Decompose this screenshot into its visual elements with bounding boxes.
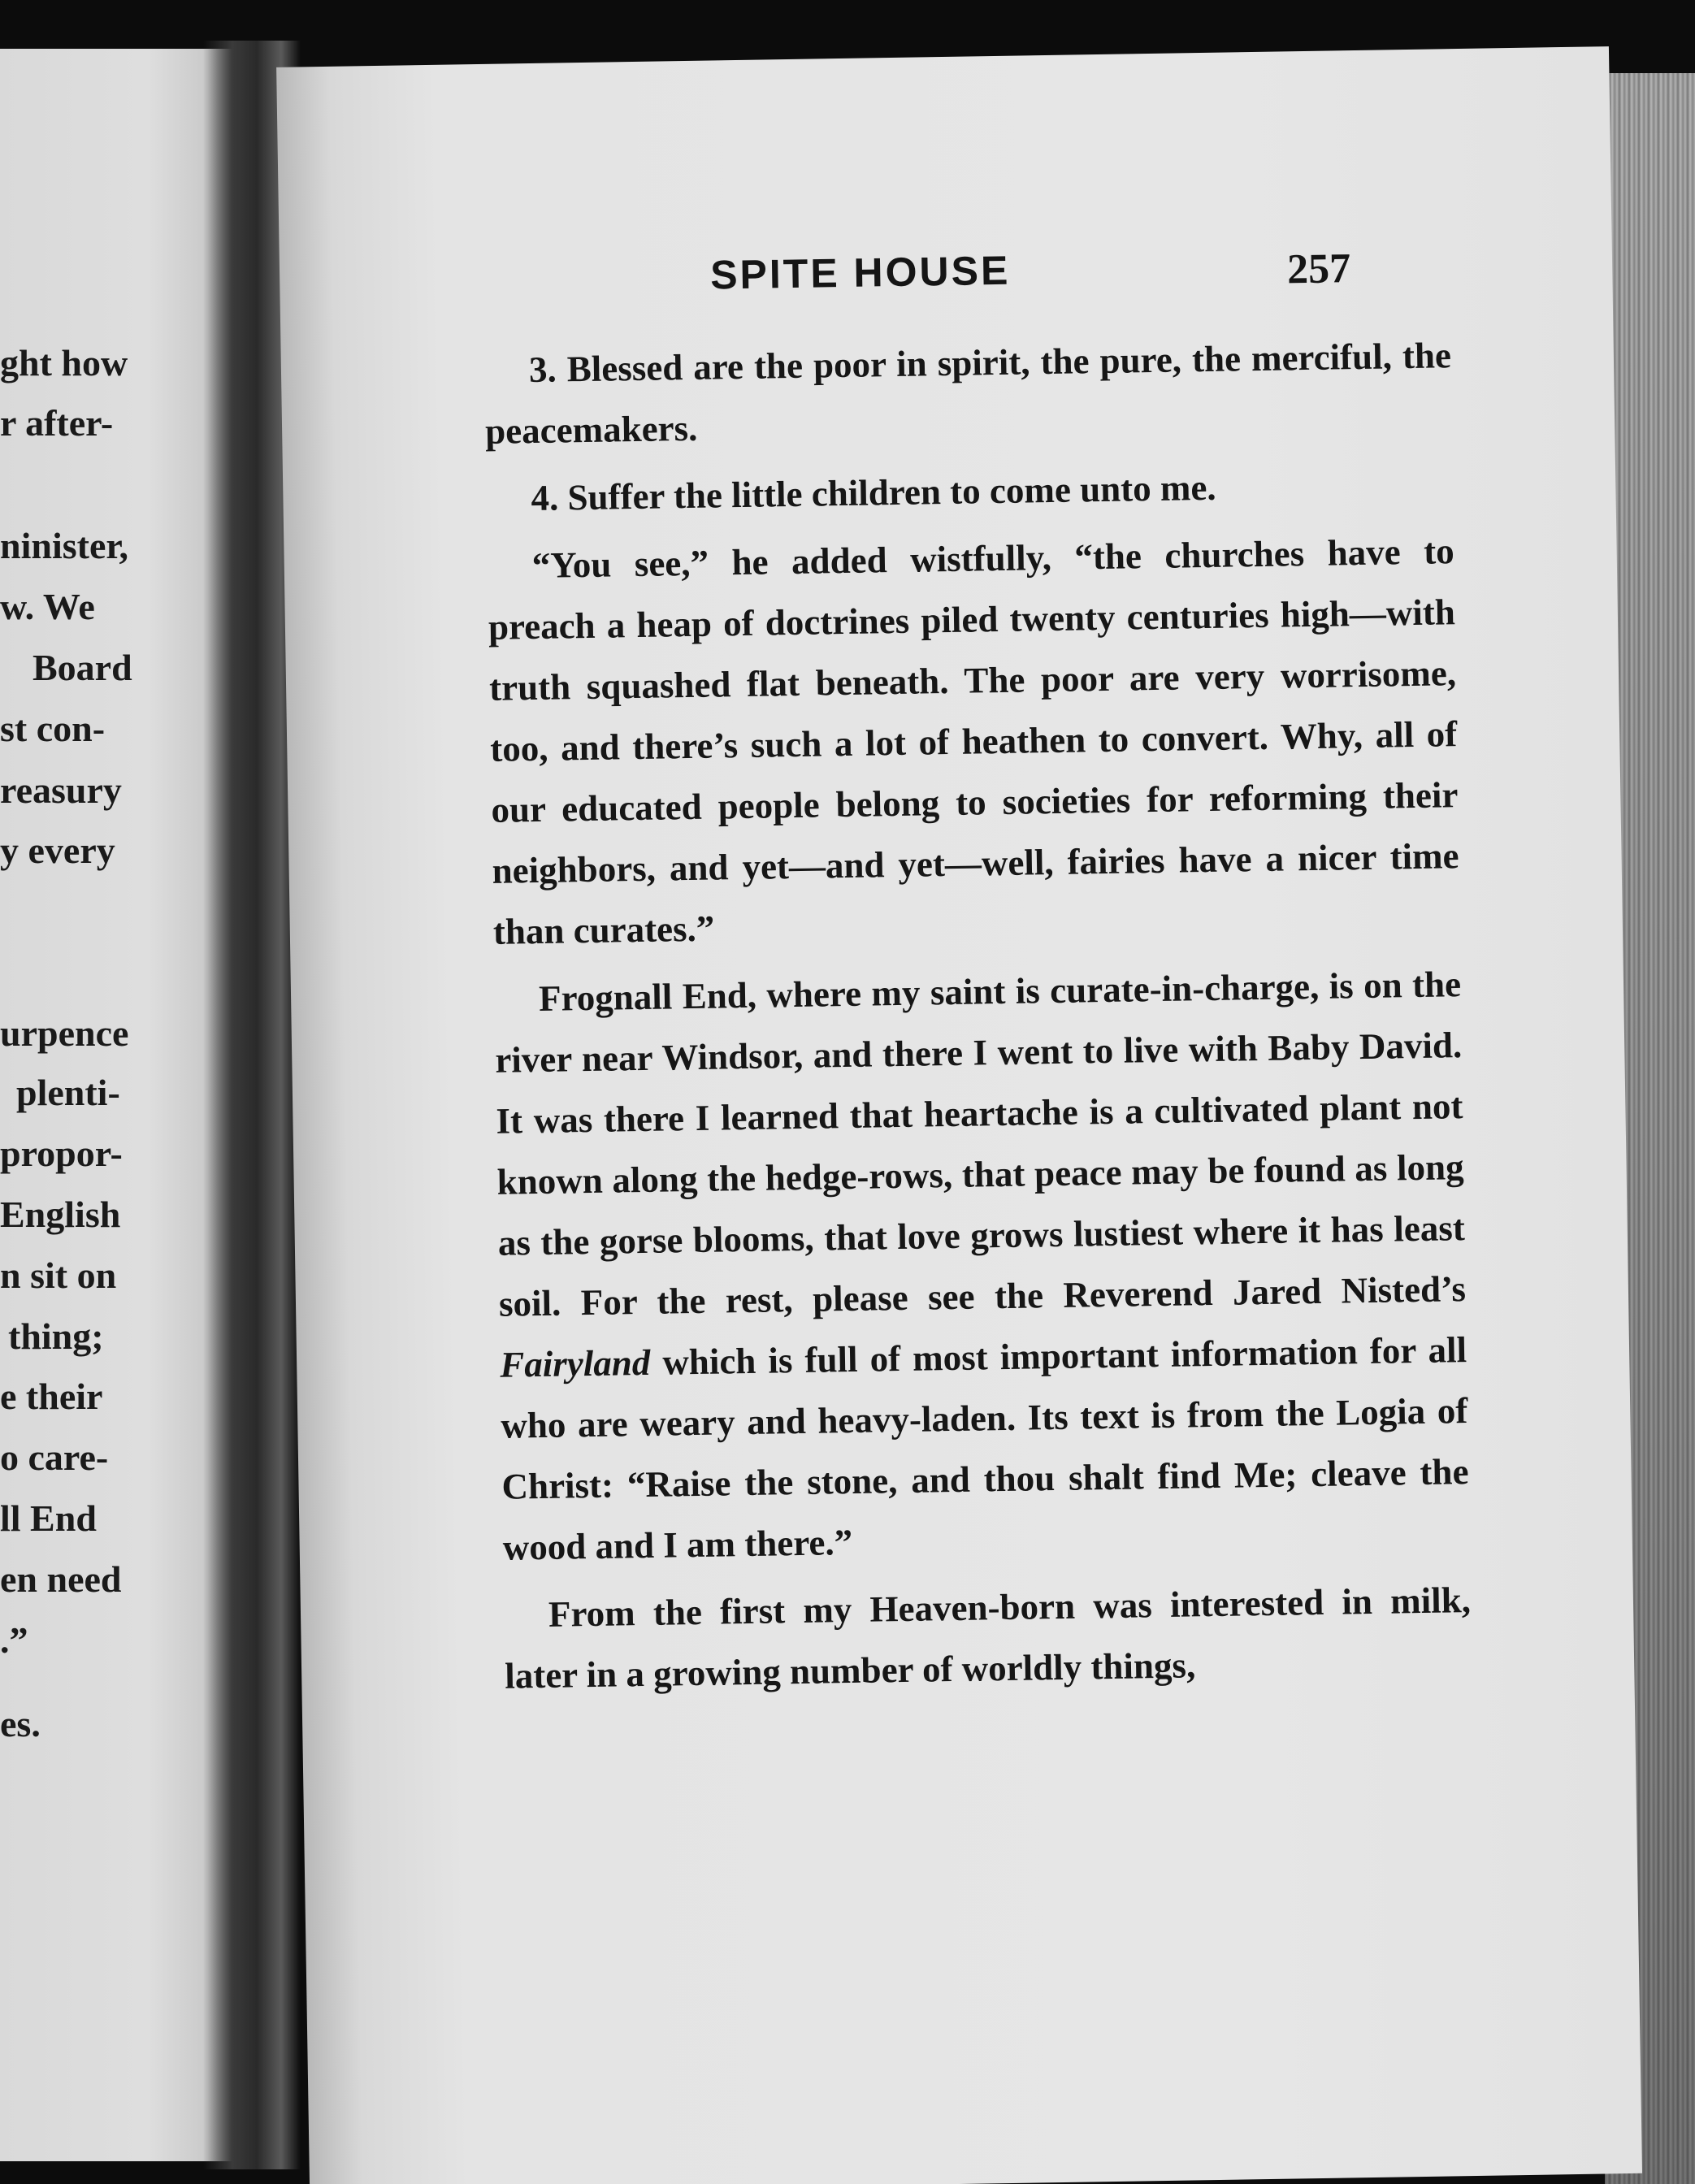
left-line: n sit on [0, 1254, 117, 1296]
left-line: urpence [0, 1012, 129, 1054]
left-line: plenti- [16, 1072, 120, 1113]
left-line: st con- [0, 708, 106, 749]
paragraph: 3. Blessed are the poor in spirit, the pure, the merciful, the peacemakers. [484, 335, 1452, 452]
left-line: en need [0, 1558, 122, 1600]
paragraph-text: Frognall End, where my saint is curate-in-charge, is on the river near Windsor, and there I went to live with Baby David. It was there I learned that heartache is a cultivated plant not known along the hedge-rows, that peace may be found as long as the gorse blooms, that love grows lustiest where it has least soil. For the rest, please see the Reverend Jared Nisted’s [494, 964, 1467, 1324]
page-header [280, 237, 1613, 315]
left-line: w. We [0, 586, 95, 627]
running-head: SPITE HOUSE [709, 247, 1011, 298]
left-line: thing; [8, 1315, 104, 1357]
paragraph-text-continued: which is full of most important information for all who are weary and heavy-laden. Its text is from the Logia of Christ: “Raise the stone, and thou shalt find Me; cleave the wood and I am there.” [501, 1329, 1469, 1568]
paragraph [494, 954, 1471, 1579]
left-line: ght how [0, 342, 128, 384]
paragraph: 4. Suffer the little children to come unto me. [531, 466, 1216, 519]
left-line: r after- [0, 402, 114, 444]
body-text [483, 325, 1472, 1713]
left-line: o care- [0, 1436, 109, 1478]
page-number: 257 [1286, 245, 1351, 293]
left-line: e their [0, 1376, 103, 1417]
left-line: .” [0, 1619, 28, 1661]
left-line: reasury [0, 769, 122, 811]
paragraph: From the first my Heaven-born was interested in milk, later in a growing number of worldly things, [504, 1580, 1472, 1696]
left-line: propor- [0, 1133, 123, 1174]
left-line: English [0, 1194, 121, 1235]
left-line: es. [0, 1703, 41, 1744]
left-line: Board [33, 647, 132, 688]
left-line: y every [0, 830, 115, 871]
left-line: ll End [0, 1497, 97, 1539]
left-line: ninister, [0, 525, 129, 566]
main-page [276, 46, 1642, 2184]
book-title-italic: Fairyland [499, 1341, 651, 1385]
paragraph: “You see,” he added wistfully, “the churches have to preach a heap of doctrines piled twenty centuries high—with truth squashed flat beneath. The poor are very worrisome, too, and there’s such a lot of heathen to convert. Why, all of our educated people belong to societies for reforming their neighbors, and yet—and yet—well, fairies have a nicer time than curates.” [488, 531, 1459, 952]
